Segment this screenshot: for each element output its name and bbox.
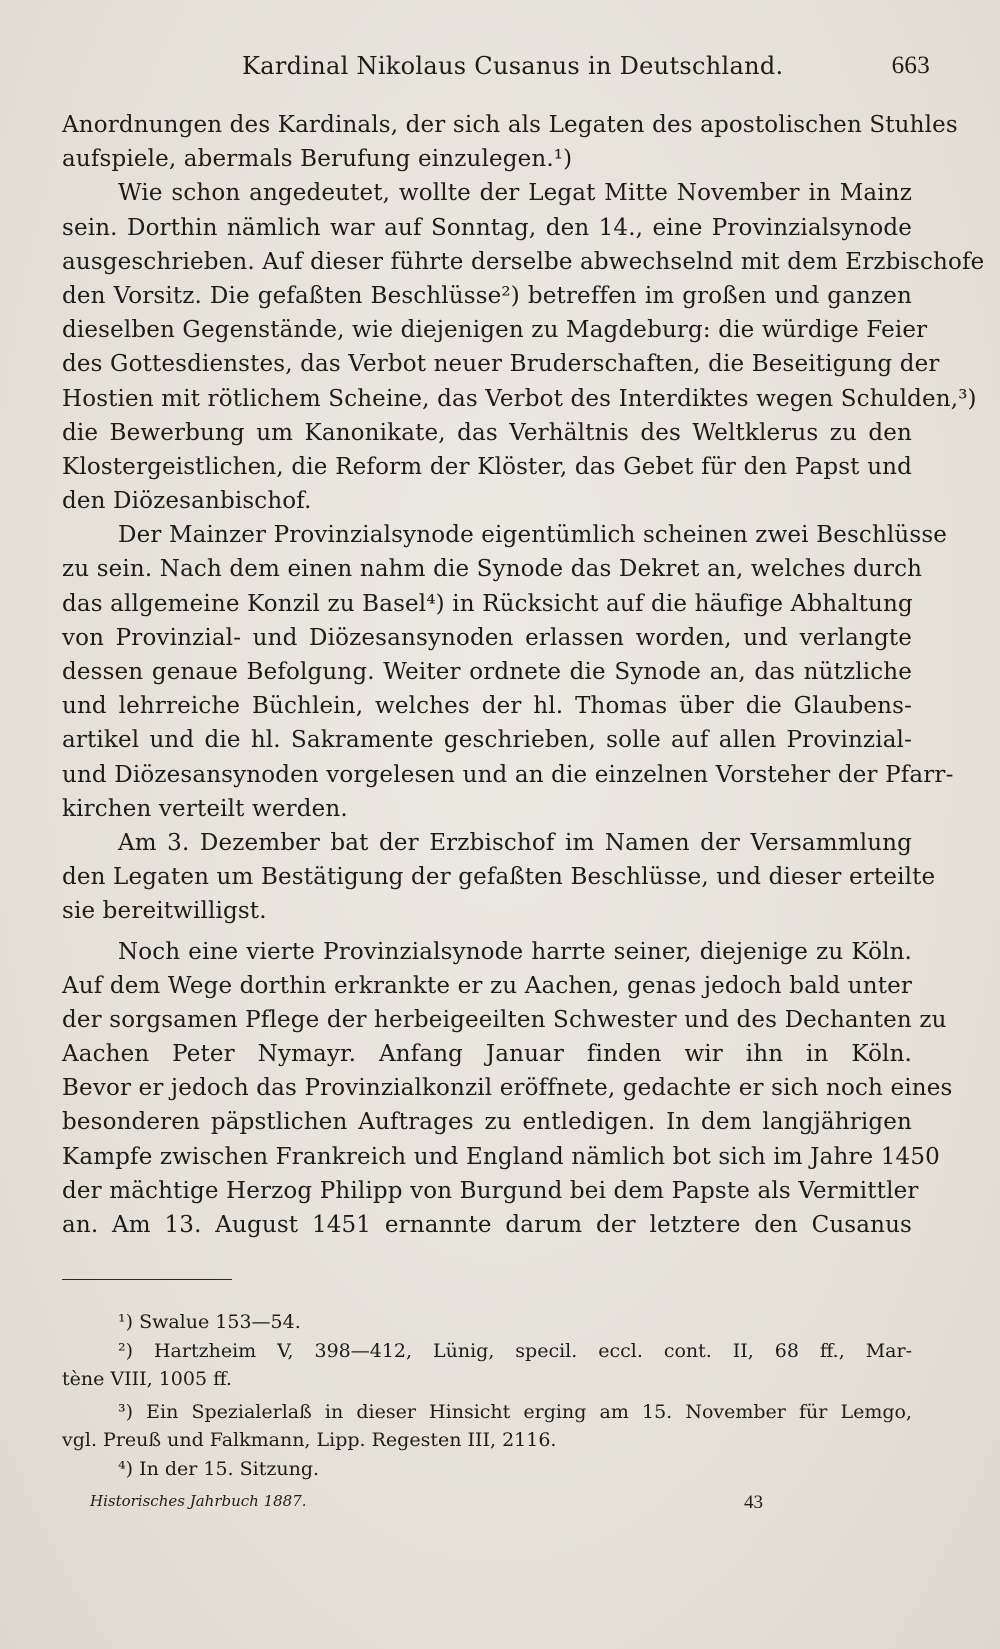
body-line: besonderen päpstlichen Auftrages zu entledigen. In dem langjährigen: [62, 1109, 912, 1136]
sheet-number: 43: [744, 1492, 763, 1513]
body-line: kirchen verteilt werden.: [62, 795, 348, 822]
running-head: [50, 52, 930, 92]
body-line: Hostien mit rötlichem Scheine, das Verbot des Interdiktes wegen Schulden,³): [62, 385, 977, 412]
body-line: und lehrreiche Büchlein, welches der hl. Thomas über die Glaubens-: [62, 693, 912, 720]
body-line: Kampfe zwischen Frankreich und England nämlich bot sich im Jahre 1450: [62, 1143, 940, 1170]
footnote-line: vgl. Preuß und Falkmann, Lipp. Regesten III, 2116.: [62, 1429, 557, 1451]
footnote-line: ⁴) In der 15. Sitzung.: [118, 1457, 320, 1480]
body-line: sein. Dorthin nämlich war auf Sonntag, den 14., eine Provinzialsynode: [62, 214, 912, 241]
body-line: das allgemeine Konzil zu Basel⁴) in Rücksicht auf die häufige Abhaltung: [62, 590, 913, 617]
running-head-title: Kardinal Nikolaus Cusanus in Deutschland.: [242, 52, 784, 80]
footnote-line: ²) Hartzheim V, 398—412, Lünig, specil. eccl. cont. II, 68 ff., Mar-: [118, 1339, 912, 1362]
body-line: sie bereitwilligst.: [62, 898, 267, 925]
body-line: den Legaten um Bestätigung der gefaßten Beschlüsse, und dieser erteilte: [62, 864, 936, 891]
footnote-line: ¹) Swalue 153—54.: [118, 1311, 301, 1333]
body-line: von Provinzial- und Diözesansynoden erlassen worden, und verlangte: [62, 624, 912, 651]
footnote-separator: [62, 1279, 232, 1280]
page-number: 663: [891, 52, 930, 79]
body-line: Anordnungen des Kardinals, der sich als Legaten des apostolischen Stuhles: [62, 112, 958, 138]
body-line: Aachen Peter Nymayr. Anfang Januar finden wir ihn in Köln.: [62, 1041, 912, 1068]
body-line: ausgeschrieben. Auf dieser führte derselbe abwechselnd mit dem Erzbischofe: [62, 248, 985, 275]
body-line: der mächtige Herzog Philipp von Burgund bei dem Papste als Vermittler: [62, 1177, 919, 1204]
body-line: dieselben Gegenstände, wie diejenigen zu Magdeburg: die würdige Feier: [62, 317, 928, 344]
body-line: die Bewerbung um Kanonikate, das Verhältnis des Weltklerus zu den: [62, 419, 912, 446]
body-text: [62, 108, 985, 1242]
body-line: Am 3. Dezember bat der Erzbischof im Namen der Versammlung: [118, 829, 912, 856]
footnote-line: tène VIII, 1005 ff.: [62, 1368, 232, 1390]
body-line: Noch eine vierte Provinzialsynode harrte seiner, diejenige zu Köln.: [118, 938, 912, 965]
body-line: Wie schon angedeutet, wollte der Legat Mitte November in Mainz: [118, 180, 912, 207]
body-line: an. Am 13. August 1451 ernannte darum der letztere den Cusanus: [62, 1212, 912, 1238]
body-line: des Gottesdienstes, das Verbot neuer Bruderschaften, die Beseitigung der: [62, 351, 940, 378]
body-line: zu sein. Nach dem einen nahm die Synode das Dekret an, welches durch: [62, 556, 923, 583]
body-line: den Diözesanbischof.: [62, 488, 312, 515]
body-line: Bevor er jedoch das Provinzialkonzil eröffnete, gedachte er sich noch eines: [62, 1075, 953, 1102]
body-line: aufspiele, abermals Berufung einzulegen.¹): [62, 146, 573, 173]
body-line: den Vorsitz. Die gefaßten Beschlüsse²) betreffen im großen und ganzen: [62, 282, 912, 309]
body-line: der sorgsamen Pflege der herbeigeeilten Schwester und des Dechanten zu: [62, 1006, 947, 1033]
body-line: Der Mainzer Provinzialsynode eigentümlich scheinen zwei Beschlüsse: [118, 522, 948, 549]
body-line: und Diözesansynoden vorgelesen und an die einzelnen Vorsteher der Pfarr-: [62, 761, 954, 788]
body-line: dessen genaue Befolgung. Weiter ordnete die Synode an, das nützliche: [62, 659, 912, 685]
printer-signature: Historisches Jahrbuch 1887.: [90, 1492, 307, 1510]
footnote-line: ³) Ein Spezialerlaß in dieser Hinsicht erging am 15. November für Lemgo,: [118, 1400, 912, 1423]
body-line: Auf dem Wege dorthin erkrankte er zu Aachen, genas jedoch bald unter: [62, 972, 913, 999]
body-line: Klostergeistlichen, die Reform der Klöster, das Gebet für den Papst und: [62, 453, 912, 480]
body-line: artikel und die hl. Sakramente geschrieben, solle auf allen Provinzial-: [62, 727, 912, 754]
footnotes: [62, 1308, 912, 1483]
